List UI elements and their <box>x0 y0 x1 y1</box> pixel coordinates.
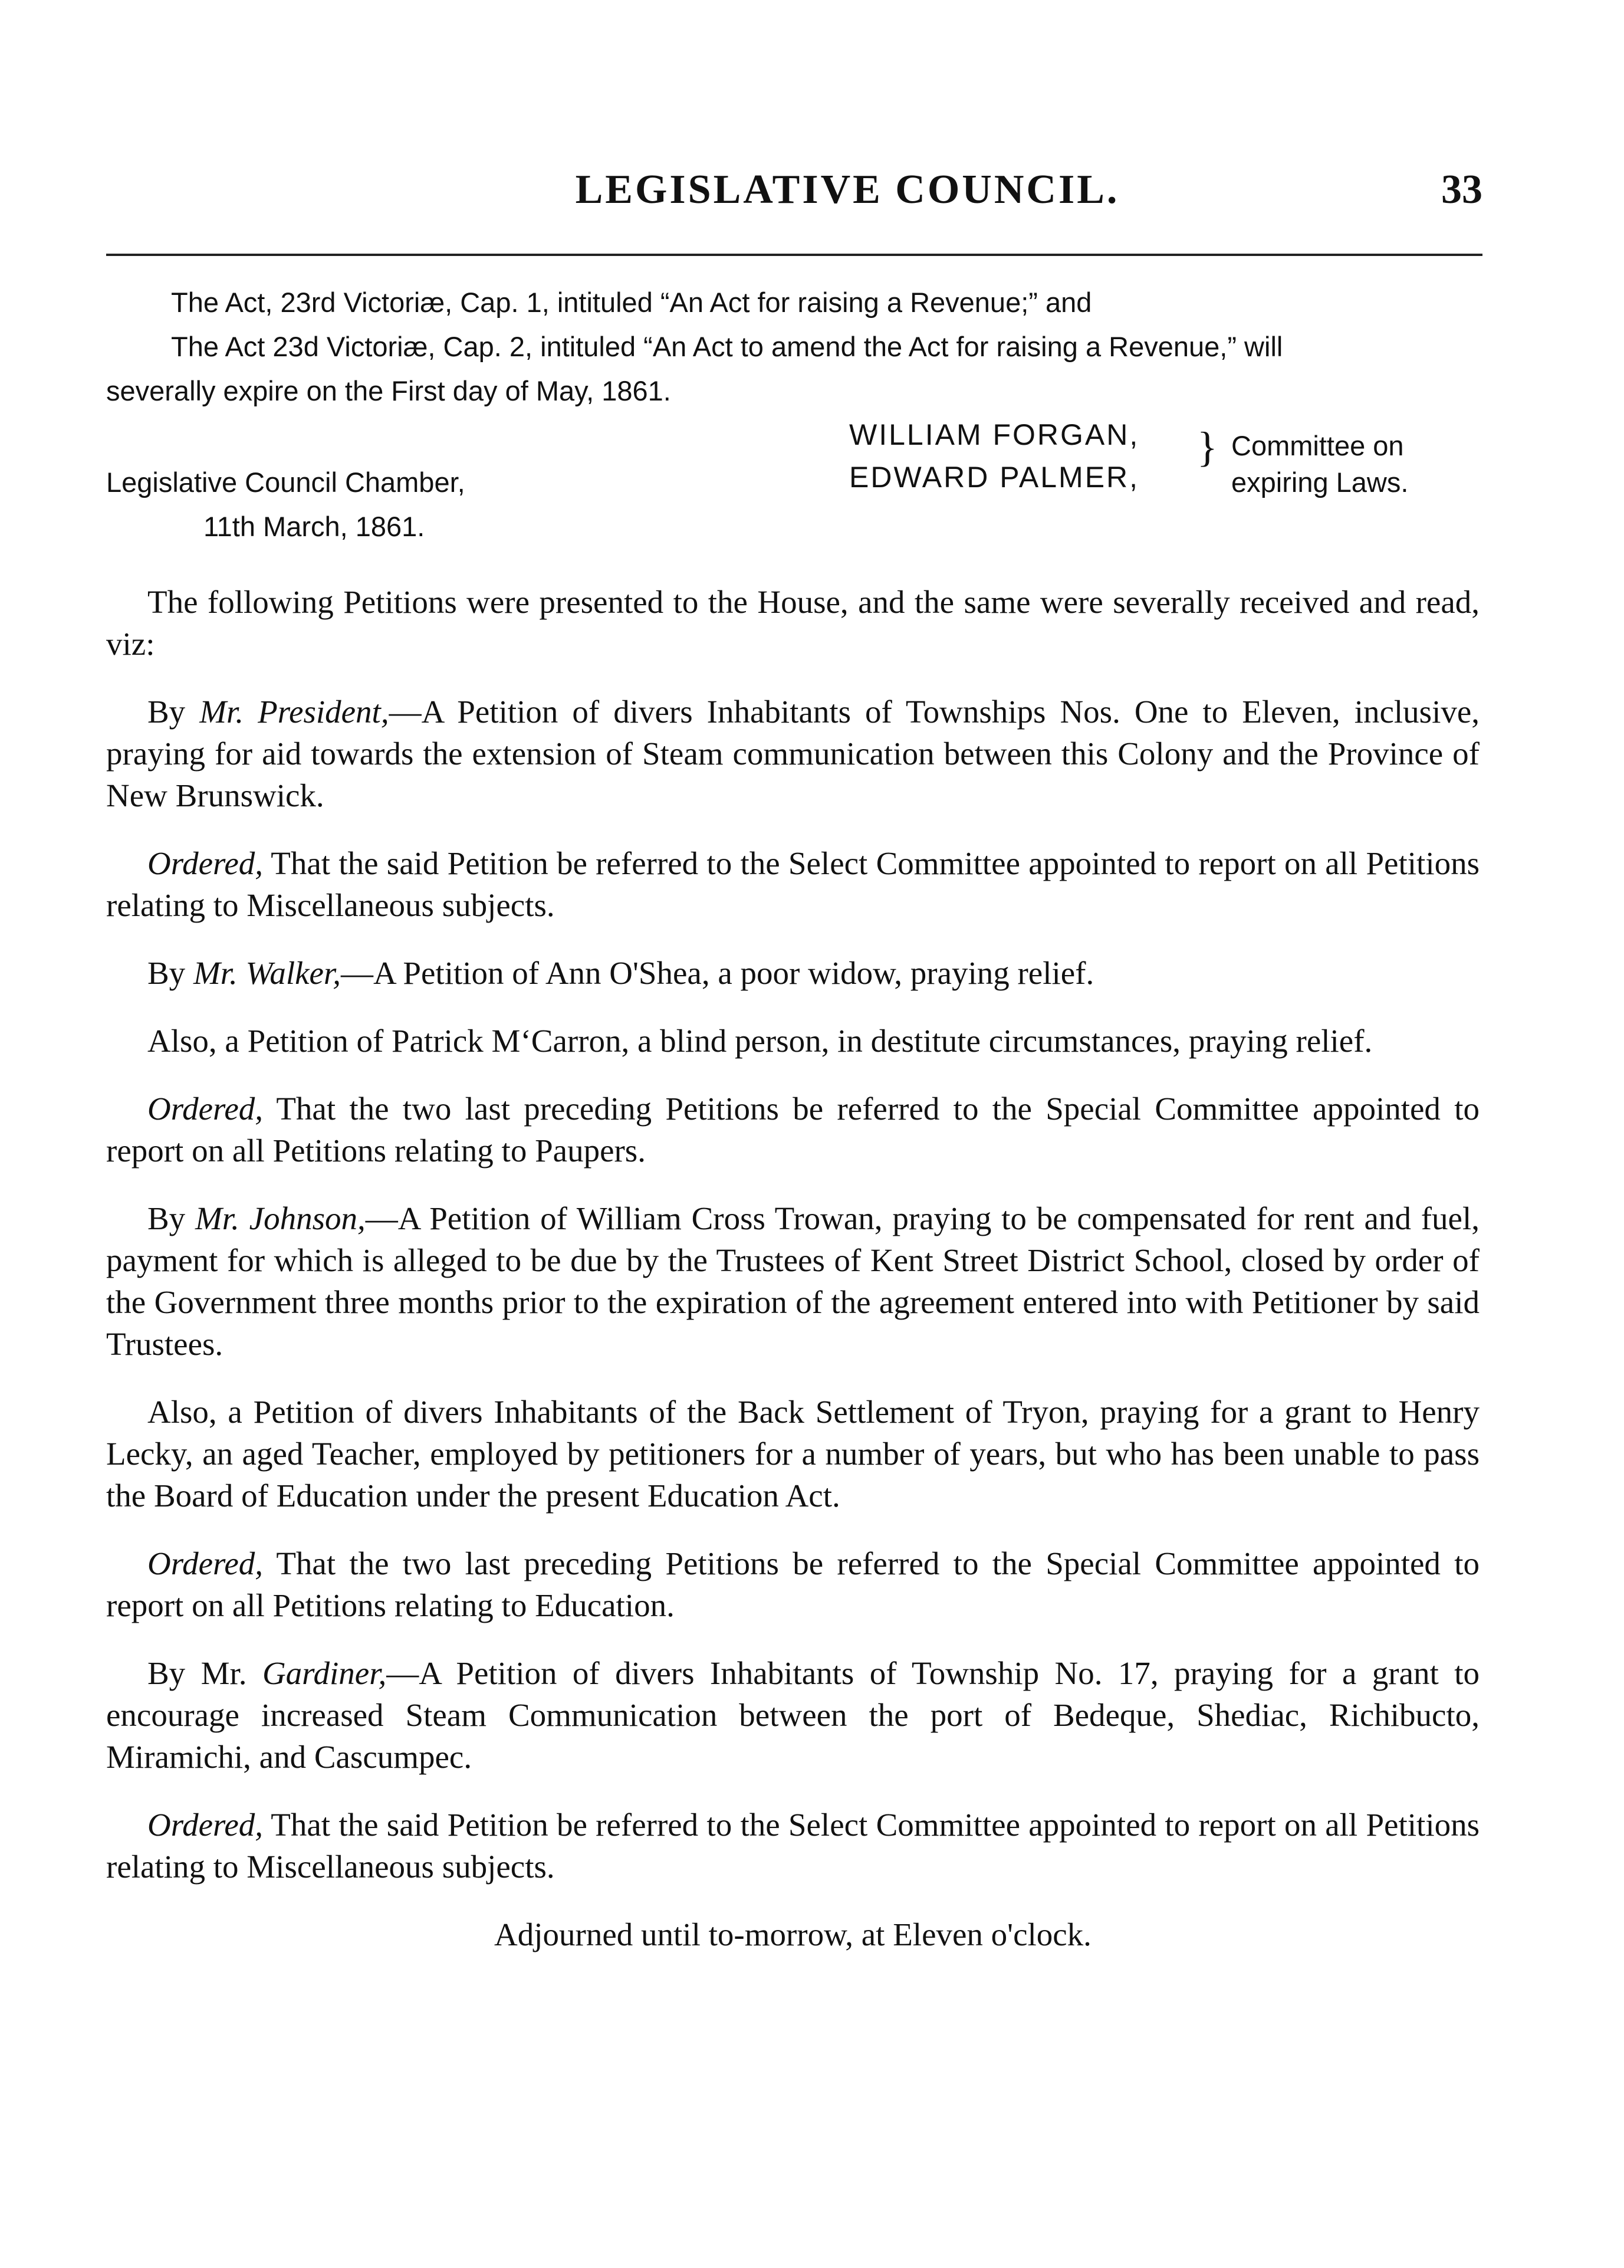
by-word: By <box>147 1200 186 1236</box>
act-line-3: severally expire on the First day of May, 1861. <box>106 375 671 406</box>
petition-mccarron: Also, a Petition of Patrick M‘Carron, a blind person, in destitute circumstances, praying relief. <box>147 1023 1373 1059</box>
mr-word: Mr. <box>195 1200 239 1236</box>
adjournment-line: Adjourned until to-morrow, at Eleven o'clock. <box>494 1916 1092 1952</box>
header-rule <box>106 254 1482 256</box>
by-word: By <box>147 1655 186 1691</box>
act-line-2: The Act 23d Victoriæ, Cap. 2, intituled “An Act to amend the Act for raising a Revenue,” will <box>171 331 1283 362</box>
petitions-body <box>106 581 1480 1981</box>
order-paragraph <box>106 1088 1480 1171</box>
brace-glyph: } <box>1197 424 1218 471</box>
petition-johnson <box>106 1197 1480 1365</box>
order-text: That the said Petition be referred to the Select Committee appointed to report on all Petitions relating to Miscellaneous subjects. <box>106 845 1480 923</box>
petition-gardiner <box>106 1652 1480 1778</box>
petition-president <box>106 691 1480 816</box>
petition-text: —A Petition of William Cross Trowan, praying to be compensated for rent and fuel, payment for which is alleged to be due by the Trustees of Kent Street District School, closed by order of the Government three months prior to the expiration of the agreement entered into with Petitioner by said Trustees. <box>106 1200 1480 1362</box>
mr-word: Mr. <box>193 955 238 991</box>
page-title: LEGISLATIVE COUNCIL. <box>575 167 1120 212</box>
chamber-date: 11th March, 1861. <box>203 511 425 542</box>
member-name: Gardiner, <box>262 1655 387 1691</box>
intro-paragraph: The following Petitions were presented to the House, and the same were severally received and read, viz: <box>106 584 1480 662</box>
mr-word: Mr. <box>200 1655 247 1691</box>
ordered-word: Ordered, <box>147 1545 264 1581</box>
member-name: Johnson, <box>249 1200 366 1236</box>
ordered-word: Ordered, <box>147 1807 264 1843</box>
by-word: By <box>147 955 186 991</box>
ordered-word: Ordered, <box>147 845 264 881</box>
signatory-forgan: WILLIAM FORGAN, <box>849 418 1140 451</box>
running-header <box>106 166 1482 225</box>
member-name: President, <box>258 694 389 730</box>
petition-walker <box>106 952 1480 994</box>
ordered-word: Ordered, <box>147 1091 264 1127</box>
member-name: Walker, <box>245 955 341 991</box>
petition-text: —A Petition of divers Inhabitants of Townships Nos. One to Eleven, inclusive, praying for aid towards the extension of Steam communication between this Colony and the Province of New Brunswick. <box>106 694 1480 813</box>
page-number: 33 <box>1441 167 1482 212</box>
petition-text: —A Petition of Ann O'Shea, a poor widow, praying relief. <box>341 955 1094 991</box>
petition-tryon: Also, a Petition of divers Inhabitants of the Back Settlement of Tryon, praying for a grant to Henry Lecky, an aged Teacher, employed by petitioners for a number of years, but who has been unable to pass the Board of Education under the present Education Act. <box>106 1394 1480 1514</box>
expiring-acts-report <box>106 280 1480 413</box>
committee-label-2: expiring Laws. <box>1231 467 1409 498</box>
committee-label-1: Committee on <box>1231 430 1404 461</box>
chamber-place: Legislative Council Chamber, <box>106 467 465 498</box>
signatory-palmer: EDWARD PALMER, <box>849 461 1140 494</box>
order-paragraph <box>106 842 1480 926</box>
act-line-1: The Act, 23rd Victoriæ, Cap. 1, intituled “An Act for raising a Revenue;” and <box>171 287 1092 318</box>
by-word: By <box>147 694 186 730</box>
order-text: That the two last preceding Petitions be referred to the Special Committee appointed to report on all Petitions relating to Paupers. <box>106 1091 1480 1169</box>
order-paragraph <box>106 1542 1480 1626</box>
order-text: That the said Petition be referred to the Select Committee appointed to report on all Petitions relating to Miscellaneous subjects. <box>106 1807 1480 1885</box>
order-paragraph <box>106 1804 1480 1888</box>
petition-text: —A Petition of divers Inhabitants of Township No. 17, praying for a grant to encourage increased Steam Communication between the port of Bedeque, Shediac, Richibucto, Miramichi, and Cascumpec. <box>106 1655 1480 1775</box>
mr-word: Mr. <box>199 694 244 730</box>
order-text: That the two last preceding Petitions be referred to the Special Committee appointed to report on all Petitions relating to Education. <box>106 1545 1480 1623</box>
